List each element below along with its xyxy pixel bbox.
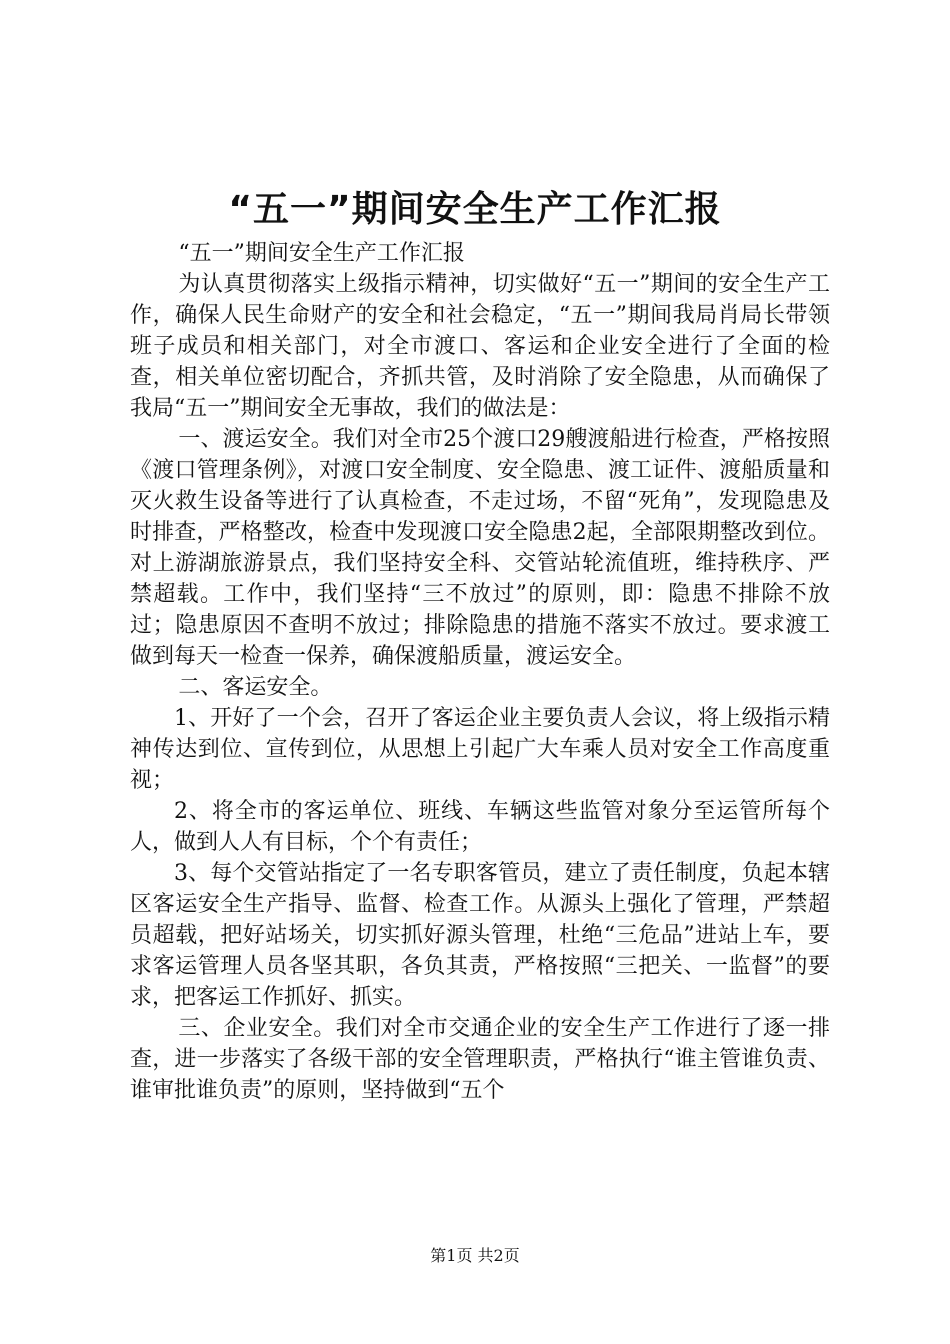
paragraph-intro: 为认真贯彻落实上级指示精神，切实做好“五一”期间的安全生产工作，确保人民生命财产的安全和社会稳定，“五一”期间我局肖局长带领班子成员和相关部门，对全市渡口、客运和企业安全进行了全面的检查，相关单位密切配合，齐抓共管，及时消除了安全隐患，从而确保了我局“五一”期间安全无事故，我们的做法是：: [130, 272, 830, 421]
paragraph-passenger-heading: 二、客运安全。: [178, 675, 333, 700]
paragraph-passenger-item-3: 3、每个交管站指定了一名专职客管员，建立了责任制度，负起本辖区客运安全生产指导、监督、检查工作。从源头上强化了管理，严禁超员超载，把好站场关，切实抓好源头管理，杜绝“三危品”进站上车，要求客运管理人员各坚其职，各负其责，严格按照“三把关、一监督”的要求，把客运工作抓好、抓实。: [130, 861, 830, 1010]
document-title: “五一”期间安全生产工作汇报: [228, 189, 722, 230]
paragraph-enterprise-safety: 三、企业安全。我们对全市交通企业的安全生产工作进行了逐一排查，进一步落实了各级干部的安全管理职责，严格执行“谁主管谁负责、谁审批谁负责”的原则，坚持做到“五个: [130, 1016, 830, 1103]
document-body: [130, 238, 830, 1106]
paragraph-passenger-item-2: 2、将全市的客运单位、班线、车辆这些监管对象分至运管所每个人，做到人人有目标，个个有责任；: [130, 799, 830, 855]
paragraph-subtitle: “五一”期间安全生产工作汇报: [178, 241, 465, 266]
paragraph-ferry-safety: 一、渡运安全。我们对全市25个渡口29艘渡船进行检查，严格按照《渡口管理条例》，对渡口安全制度、安全隐患、渡工证件、渡船质量和灭火救生设备等进行了认真检查，不走过场，不留“死角”，发现隐患及时排查，严格整改，检查中发现渡口安全隐患2起，全部限期整改到位。对上游湖旅游景点，我们坚持安全科、交管站轮流值班，维持秩序、严禁超载。工作中，我们坚持“三不放过”的原则，即：隐患不排除不放过；隐患原因不查明不放过；排除隐患的措施不落实不放过。要求渡工做到每天一检查一保养，确保渡船质量，渡运安全。: [130, 427, 830, 669]
paragraph-passenger-item-1: 1、开好了一个会，召开了客运企业主要负责人会议，将上级指示精神传达到位、宣传到位，从思想上引起广大车乘人员对安全工作高度重视；: [130, 706, 830, 793]
page-footer: 第1页 共2页: [430, 1246, 520, 1265]
